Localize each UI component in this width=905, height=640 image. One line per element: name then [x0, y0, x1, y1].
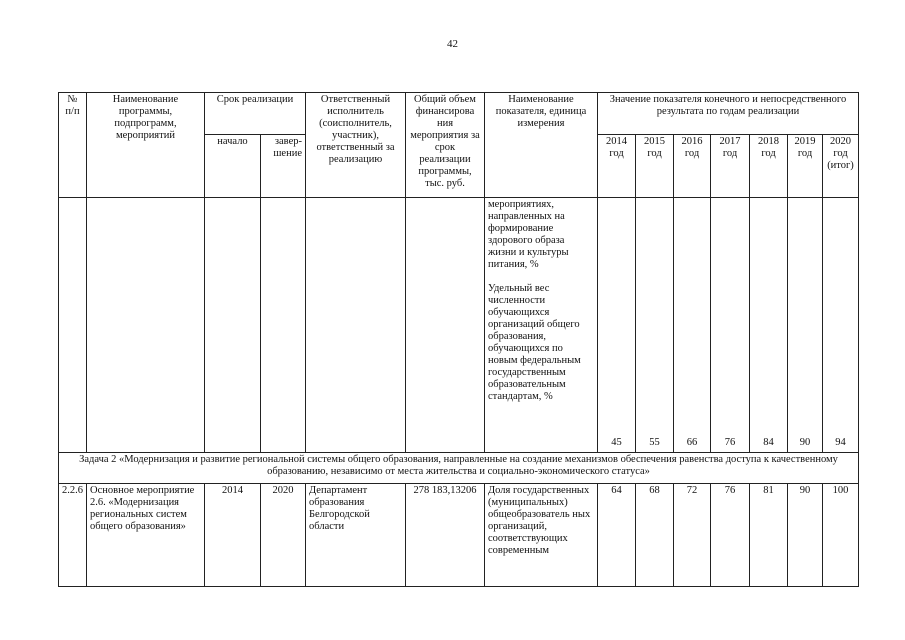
value-cell: 76 — [711, 198, 750, 453]
value-cell: 64 — [598, 484, 636, 587]
header-term: Срок реализации — [205, 93, 306, 135]
row-indicator: Доля государственных (муниципальных) общеобразователь ных организаций, соответствующих современным — [485, 484, 598, 587]
cell-empty — [59, 198, 87, 453]
cell-empty — [406, 198, 485, 453]
task-text: Задача 2 «Модернизация и развитие региональной системы общего образования, направленные на создание механизмов обеспечения равенства доступа к качественному образованию, независимо от места жительства и социально-экономического статуса» — [59, 453, 859, 484]
value-cell: 81 — [750, 484, 788, 587]
header-year: 2019 год — [788, 135, 823, 198]
row-start-year: 2014 — [205, 484, 261, 587]
cell-empty — [261, 198, 306, 453]
value-cell: 66 — [674, 198, 711, 453]
indicators-table — [58, 92, 859, 587]
cell-empty — [306, 198, 406, 453]
table-row-continued — [59, 198, 859, 453]
row-funding: 278 183,13206 — [406, 484, 485, 587]
indicator-text-part2: Удельный вес численности обучающихся организаций общего образования, обучающихся по новым федеральным государственным образовательным стандартам, % — [488, 283, 581, 402]
header-indicator: Наименование показателя, единица измерения — [485, 93, 598, 198]
indicator-cell — [485, 198, 598, 453]
value-cell: 55 — [636, 198, 674, 453]
value-cell: 45 — [598, 198, 636, 453]
header-term-end: завер-шение — [261, 135, 306, 198]
cell-empty — [205, 198, 261, 453]
row-name: Основное мероприятие 2.6. «Модернизация региональных систем общего образования» — [87, 484, 205, 587]
indicator-text-part1: мероприятиях, направленных на формирование здорового образа жизни и культуры питания, % — [488, 199, 569, 270]
header-year: 2020 год (итог) — [823, 135, 859, 198]
header-year: 2018 год — [750, 135, 788, 198]
header-name: Наименование программы, подпрограмм, мероприятий — [87, 93, 205, 198]
value-cell: 76 — [711, 484, 750, 587]
header-year: 2017 год — [711, 135, 750, 198]
row-number: 2.2.6 — [59, 484, 87, 587]
task-row — [59, 453, 859, 484]
header-year: 2015 год — [636, 135, 674, 198]
header-values-title: Значение показателя конечного и непосредственного результата по годам реализации — [598, 93, 859, 135]
row-end-year: 2020 — [261, 484, 306, 587]
header-term-start: начало — [205, 135, 261, 198]
value-cell: 94 — [823, 198, 859, 453]
header-row-top — [59, 93, 859, 135]
value-cell: 100 — [823, 484, 859, 587]
header-num: № п/п — [59, 93, 87, 198]
table-row — [59, 484, 859, 587]
header-year: 2014 год — [598, 135, 636, 198]
page-number: 42 — [447, 38, 458, 50]
value-cell: 72 — [674, 484, 711, 587]
value-cell: 90 — [788, 198, 823, 453]
row-executor: Департамент образования Белгородской области — [306, 484, 406, 587]
header-year: 2016 год — [674, 135, 711, 198]
value-cell: 68 — [636, 484, 674, 587]
value-cell: 90 — [788, 484, 823, 587]
cell-empty — [87, 198, 205, 453]
header-executor: Ответственный исполнитель (соисполнитель, участник), ответственный за реализацию — [306, 93, 406, 198]
header-funding: Общий объем финансирова ния мероприятия за срок реализации программы, тыс. руб. — [406, 93, 485, 198]
value-cell: 84 — [750, 198, 788, 453]
